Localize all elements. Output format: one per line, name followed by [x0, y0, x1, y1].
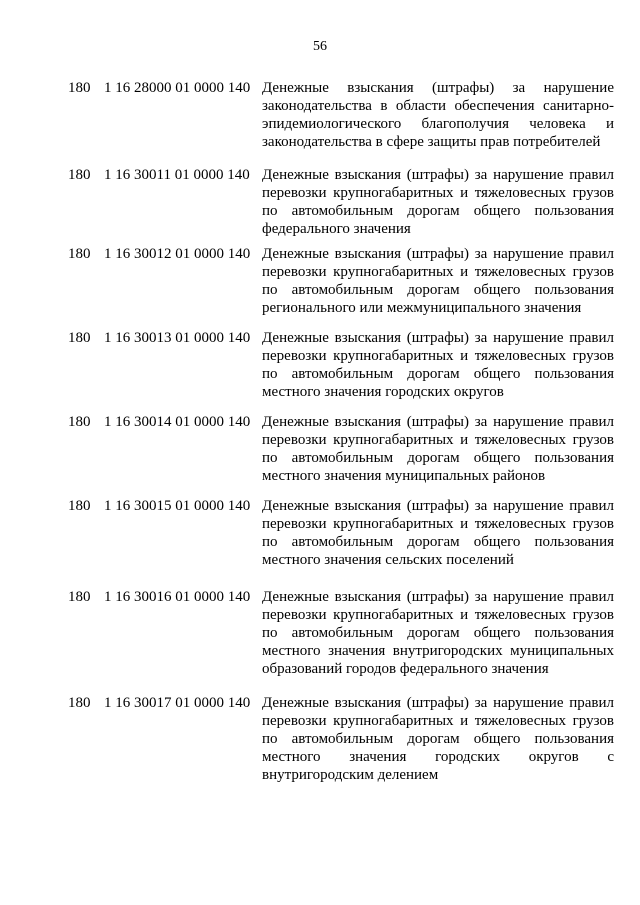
- budget-classification-code: 1 16 30017 01 0000 140: [104, 695, 251, 711]
- budget-classification-code: 1 16 30016 01 0000 140: [104, 589, 251, 605]
- admin-code: 180: [68, 589, 91, 605]
- budget-classification-code: 1 16 30013 01 0000 140: [104, 330, 251, 346]
- admin-code: 180: [68, 498, 91, 514]
- budget-classification-code: 1 16 30011 01 0000 140: [104, 167, 250, 183]
- admin-code: 180: [68, 246, 91, 262]
- admin-code: 180: [68, 80, 91, 96]
- revenue-description: Денежные взыскания (штрафы) за нарушение законодательства в области обеспечения санитарно-эпидемиологического благополучия человека и законодательства в сфере защиты прав потребителей: [262, 80, 614, 150]
- budget-classification-code: 1 16 30014 01 0000 140: [104, 414, 251, 430]
- budget-classification-code: 1 16 30015 01 0000 140: [104, 498, 251, 514]
- revenue-description: Денежные взыскания (штрафы) за нарушение правил перевозки крупногабаритных и тяжеловесных грузов по автомобильным дорогам общего пользования регионального или межмуниципального значения: [262, 246, 614, 316]
- budget-classification-code: 1 16 28000 01 0000 140: [104, 80, 251, 96]
- revenue-description: Денежные взыскания (штрафы) за нарушение правил перевозки крупногабаритных и тяжеловесных грузов по автомобильным дорогам общего пользования местного значения муниципальных районов: [262, 414, 614, 484]
- revenue-description: Денежные взыскания (штрафы) за нарушение правил перевозки крупногабаритных и тяжеловесных грузов по автомобильным дорогам общего пользования местного значения сельских поселений: [262, 498, 614, 568]
- page-number: 56: [313, 39, 327, 54]
- admin-code: 180: [68, 167, 91, 183]
- admin-code: 180: [68, 414, 91, 430]
- revenue-description: Денежные взыскания (штрафы) за нарушение правил перевозки крупногабаритных и тяжеловесных грузов по автомобильным дорогам общего пользования местного значения внутригородских муниципальных образований городов федерального значения: [262, 589, 614, 677]
- revenue-description: Денежные взыскания (штрафы) за нарушение правил перевозки крупногабаритных и тяжеловесных грузов по автомобильным дорогам общего пользования местного значения городских округов: [262, 330, 614, 400]
- admin-code: 180: [68, 695, 91, 711]
- revenue-description: Денежные взыскания (штрафы) за нарушение правил перевозки крупногабаритных и тяжеловесных грузов по автомобильным дорогам общего пользования местного значения городских округов с внутригородским делением: [262, 695, 614, 783]
- revenue-description: Денежные взыскания (штрафы) за нарушение правил перевозки крупногабаритных и тяжеловесных грузов по автомобильным дорогам общего пользования федерального значения: [262, 167, 614, 237]
- budget-classification-code: 1 16 30012 01 0000 140: [104, 246, 251, 262]
- admin-code: 180: [68, 330, 91, 346]
